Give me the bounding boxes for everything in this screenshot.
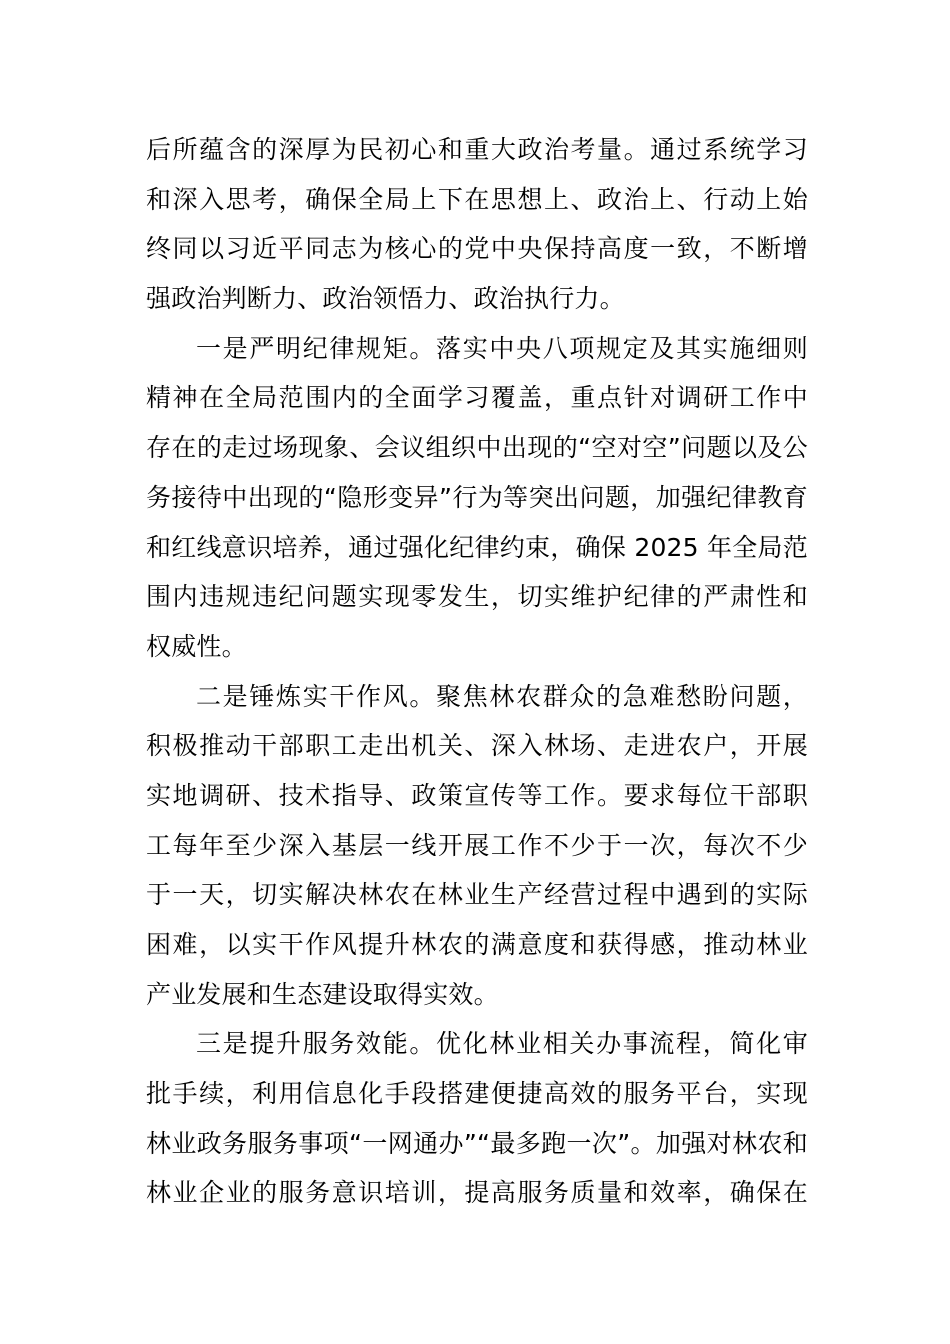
paragraph-line: 精神在全局范围内的全面学习覆盖，重点针对调研工作中: [146, 383, 808, 413]
paragraph-line: 批手续，利用信息化手段搭建便捷高效的服务平台，实现: [146, 1079, 808, 1109]
document-body: [146, 125, 808, 1218]
paragraph-line: 和深入思考，确保全局上下在思想上、政治上、行动上始: [146, 184, 808, 214]
paragraph-line: 和红线意识培养，通过强化纪律约束，确保 2025 年全局范: [146, 532, 808, 562]
paragraph-first-line: 一是严明纪律规矩。落实中央八项规定及其实施细则: [196, 333, 808, 363]
paragraph-line: 产业发展和生态建设取得实效。: [146, 979, 499, 1009]
paragraph-line: 存在的走过场现象、会议组织中出现的“空对空”问题以及公: [146, 433, 808, 463]
paragraph-line: 于一天，切实解决林农在林业生产经营过程中遇到的实际: [146, 880, 808, 910]
paragraph-line: 林业企业的服务意识培训，提高服务质量和效率，确保在: [146, 1178, 808, 1208]
paragraph-line: 务接待中出现的“隐形变异”行为等突出问题，加强纪律教育: [146, 482, 808, 512]
paragraph-line: 强政治判断力、政治领悟力、政治执行力。: [146, 284, 625, 314]
paragraph-line: 后所蕴含的深厚为民初心和重大政治考量。通过系统学习: [146, 135, 808, 164]
paragraph-first-line: 三是提升服务效能。优化林业相关办事流程，简化审: [196, 1029, 808, 1059]
paragraph-line: 工每年至少深入基层一线开展工作不少于一次，每次不少: [146, 830, 808, 860]
paragraph-line: 困难，以实干作风提升林农的满意度和获得感，推动林业: [146, 930, 808, 959]
paragraph-line: 林业政务服务事项“一网通办”“最多跑一次”。加强对林农和: [146, 1128, 808, 1158]
paragraph-line: 终同以习近平同志为核心的党中央保持高度一致，不断增: [146, 234, 808, 264]
paragraph-line: 实地调研、技术指导、政策宣传等工作。要求每位干部职: [146, 780, 808, 810]
paragraph-line: 积极推动干部职工走出机关、深入林场、走进农户，开展: [146, 731, 808, 761]
paragraph-first-line: 二是锤炼实干作风。聚焦林农群众的急难愁盼问题，: [196, 681, 808, 711]
paragraph-line: 围内违规违纪问题实现零发生，切实维护纪律的严肃性和: [146, 582, 808, 612]
paragraph-line: 权威性。: [146, 631, 247, 661]
